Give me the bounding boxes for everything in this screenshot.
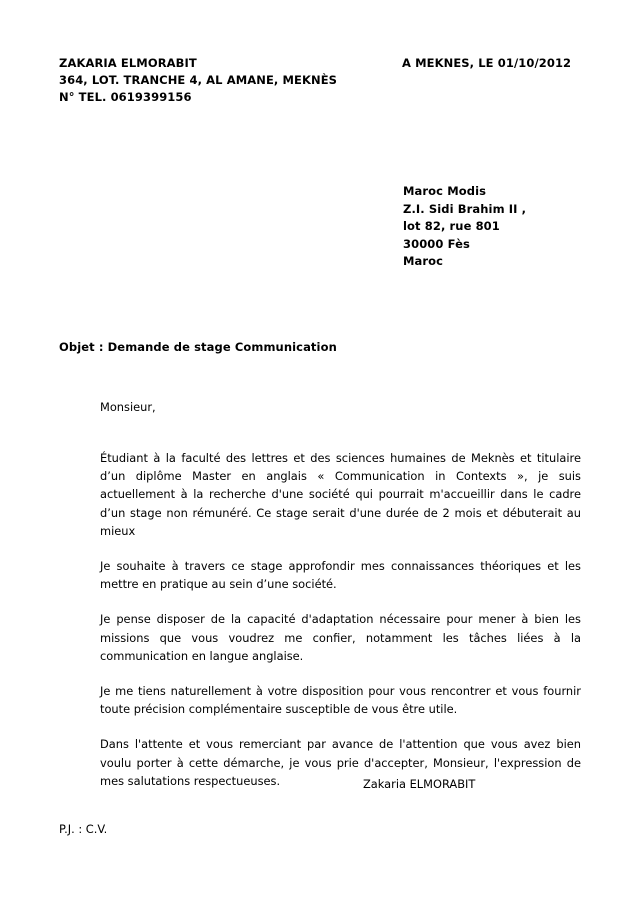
body-paragraph-4: Je me tiens naturellement à votre disposition pour vous rencontrer et vous fournir toute précision complémentaire susceptible de vous être utile.: [100, 684, 581, 717]
recipient-zone: Z.I. Sidi Brahim II ,: [403, 201, 527, 216]
sender-street-address: 364, LOT. TRANCHE 4, AL AMANE, MEKNÈS: [59, 73, 338, 87]
body-paragraph-3: Je pense disposer de la capacité d'adaptation nécessaire pour mener à bien les missions que vous voudrez me confier, notamment les tâches liées à la communication en langue anglaise.: [100, 612, 581, 663]
body-paragraph-2: Je souhaite à travers ce stage approfondir mes connaissances théoriques et les mettre en pratique au sein d’une société.: [100, 559, 581, 592]
recipient-city: 30000 Fès: [403, 236, 470, 251]
sender-phone: N° TEL. 0619399156: [59, 90, 192, 104]
signature-name: Zakaria ELMORABIT: [363, 777, 476, 791]
place-and-date: A MEKNES, LE 01/10/2012: [402, 56, 572, 70]
letter-body: [100, 399, 581, 790]
body-paragraph-1: Étudiant à la faculté des lettres et des sciences humaines de Meknès et titulaire d’un diplôme Master en anglais « Communication in Contexts », je suis actuellement à la recherche d'une société qui pourrait m'accueillir dans le cadre d’un stage non rémunéré. Ce stage serait d'une durée de 2 mois et débuterait au mieux: [100, 451, 581, 538]
sender-name: ZAKARIA ELMORABIT: [59, 56, 197, 70]
body-paragraph-5: Dans l'attente et vous remerciant par avance de l'attention que vous avez bien voulu porter à cette démarche, je vous prie d'accepter, Monsieur, l'expression de mes salutations respectueuses.: [100, 737, 581, 788]
recipient-company: Maroc Modis: [403, 184, 487, 198]
recipient-country: Maroc: [403, 254, 444, 268]
recipient-street: lot 82, rue 801: [403, 219, 500, 233]
salutation: Monsieur,: [100, 400, 156, 414]
sender-address-block: [59, 55, 399, 106]
attachment-note: P.J. : C.V.: [59, 822, 108, 836]
subject-line: Objet : Demande de stage Communication: [59, 340, 337, 354]
recipient-address-block: [403, 183, 603, 271]
